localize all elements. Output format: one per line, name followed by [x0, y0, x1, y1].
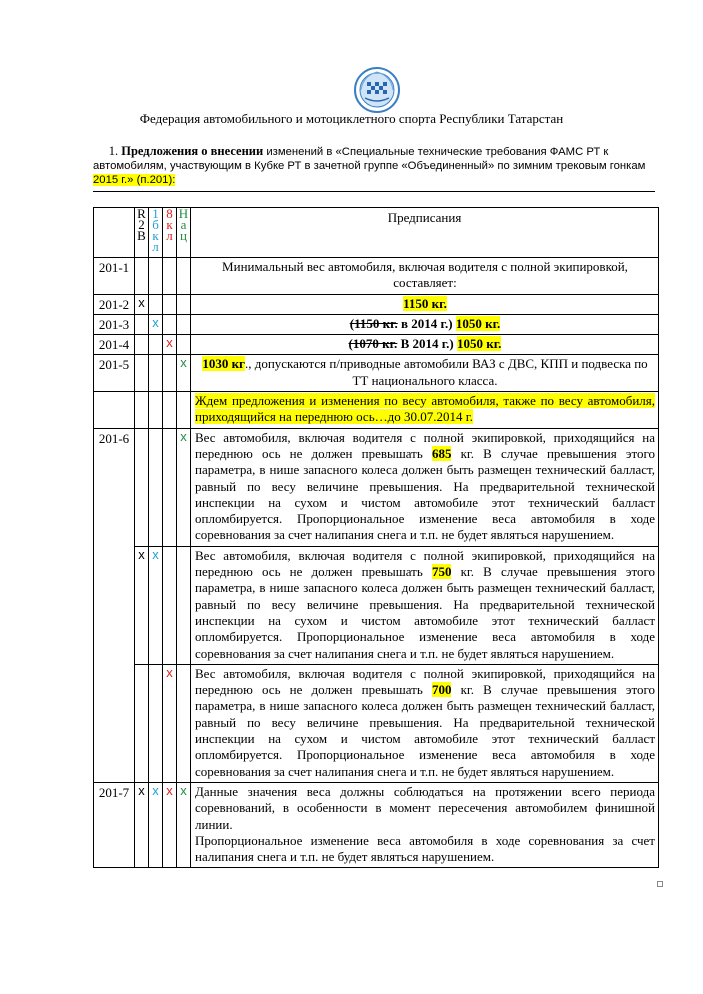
old-weight: (1070 кг.: [348, 336, 398, 352]
mark-8kl: x: [163, 782, 177, 867]
table-row: [94, 664, 659, 782]
intro-ref-highlight: (п.201):: [133, 174, 176, 186]
note-highlight: Ждем предложения и изменения по весу автомобиля, также по весу автомобиля, приходящийся на переднюю ось…до 30.07.2014 г.: [195, 393, 655, 425]
row-number: 201-7: [94, 782, 135, 867]
row-201-1-text: Минимальный вес автомобиля, включая водителя с полной экипировкой, составляет:: [191, 258, 659, 295]
intro-bold-lead: Предложения о внесении: [121, 144, 264, 158]
mark-8kl: x: [163, 335, 177, 355]
mark-nac: x: [177, 355, 191, 392]
row-201-7-line2: Пропорциональное изменение веса автомобиля в ходе соревнования за счет налипания снега и т.п. не будет являться нарушением.: [195, 832, 655, 865]
mark-16kl: x: [149, 314, 163, 334]
row-note: [191, 392, 659, 429]
row-number: 201-2: [94, 294, 135, 314]
row-201-6b-text: Вес автомобиля, включая водителя с полной экипировкой, приходящийся на переднюю ось не должен превышать 750 кг. В случае превышения этого параметра, в нише запасного колеса должен быть размещен технический балласт, равный по весу величине превышения. На предварительной технической инспекции на сухом и чистом автомобиле этот технический балласт опломбируется. Пропорциональное изменение веса автомобиля в ходе соревнования за счет налипания снега и т.п. не будет являться нарушением.: [191, 546, 659, 664]
axle-weight-value: 685: [431, 445, 452, 461]
table-row: [94, 314, 659, 334]
row-number: 201-6: [94, 428, 135, 782]
row-number: 201-3: [94, 314, 135, 334]
old-weight: (1150 кг.: [349, 315, 398, 331]
header-col-8kl: 8 к л: [163, 208, 177, 258]
mark-16kl: x: [149, 546, 163, 664]
weight-value: 1150 кг.: [403, 295, 447, 311]
header-col-nac: Н а ц: [177, 208, 191, 258]
row-201-4-text: [191, 335, 659, 355]
row-201-5-desc: ., допускаются п/приводные автомобили ВАЗ с ДВС, КПП и подвеска по ТТ национального класса.: [244, 356, 648, 388]
row-number: 201-4: [94, 335, 135, 355]
weight-value: 1030 кг: [202, 356, 245, 372]
mark-r2b: x: [135, 294, 149, 314]
header-title: Предписания: [191, 208, 659, 258]
intro-spacer: [93, 146, 109, 158]
row-201-5-text: [191, 355, 659, 392]
table-row: [94, 258, 659, 295]
header-num-cell: [94, 208, 135, 258]
row-201-7-text: [191, 782, 659, 867]
mark-8kl: x: [163, 664, 177, 782]
weight-value: 1050 кг.: [455, 315, 501, 331]
federation-title: Федерация автомобильного и мотоциклетного спорта Республики Татарстан: [139, 111, 564, 126]
row-201-3-text: [191, 314, 659, 334]
axle-weight-value: 750: [431, 564, 452, 580]
table-row: [94, 335, 659, 355]
header-col-r2b: R 2 В: [135, 208, 149, 258]
year-note: В 2014 г.): [397, 336, 457, 352]
intro-year-highlight: 2015 г.»: [93, 174, 134, 186]
row-201-6a-text: Вес автомобиля, включая водителя с полной экипировкой, приходящийся на переднюю ось не должен превышать 685 кг. В случае превышения этого параметра, в нише запасного колеса должен быть размещен технический балласт, равный по весу величине превышения. На предварительной технической инспекции на сухом и чистом автомобиле этот технический балласт опломбируется. Пропорциональное изменение веса автомобиля в ходе соревнования за счет налипания снега и т.п. не будет являться нарушением.: [191, 428, 659, 546]
year-note: в 2014 г.): [397, 315, 456, 331]
federation-logo: [353, 66, 401, 114]
table-row: [94, 392, 659, 429]
row-201-7-line1: Данные значения веса должны соблюдаться на протяжении всего периода соревнований, в особенности в момент пересечения автомобилем финишной линии.: [195, 783, 655, 832]
intro-divider: [93, 191, 655, 192]
requirements-table: [93, 207, 659, 868]
row-201-2-text: [191, 294, 659, 314]
row-number: 201-5: [94, 355, 135, 392]
intro-number: 1.: [108, 144, 119, 158]
mark-nac: x: [177, 782, 191, 867]
table-row: [94, 355, 659, 392]
table-row: [94, 428, 659, 546]
table-row: [94, 294, 659, 314]
header-col-16kl: 1 б к л: [149, 208, 163, 258]
mark-nac: x: [177, 428, 191, 546]
row-201-6c-text: Вес автомобиля, включая водителя с полной экипировкой, приходящийся на переднюю ось не должен превышать 700 кг. В случае превышения этого параметра, в нише запасного колеса должен быть размещен технический балласт, равный по весу величине превышения. На предварительной технической инспекции на сухом и чистом автомобиле этот технический балласт опломбируется. Пропорциональное изменение веса автомобиля в ходе соревнования за счет налипания снега и т.п. не будет являться нарушением.: [191, 664, 659, 782]
mark-16kl: x: [149, 782, 163, 867]
intro-paragraph: [93, 144, 656, 187]
table-row: [94, 782, 659, 867]
weight-value: 1050 кг.: [457, 336, 502, 352]
axle-weight-value: 700: [431, 682, 452, 698]
intro-text: изменений в «Специальные технические требования ФАМС РТ к автомобилям, участвующим в Кубке РТ в зачетной группе «Объединенный» по зимним трековым гонкам: [93, 146, 646, 172]
row-number: 201-1: [94, 258, 135, 295]
table-resize-handle[interactable]: [657, 881, 663, 887]
table-row: [94, 546, 659, 664]
mark-r2b: x: [135, 782, 149, 867]
mark-r2b: x: [135, 546, 149, 664]
table-header-row: [94, 208, 659, 258]
